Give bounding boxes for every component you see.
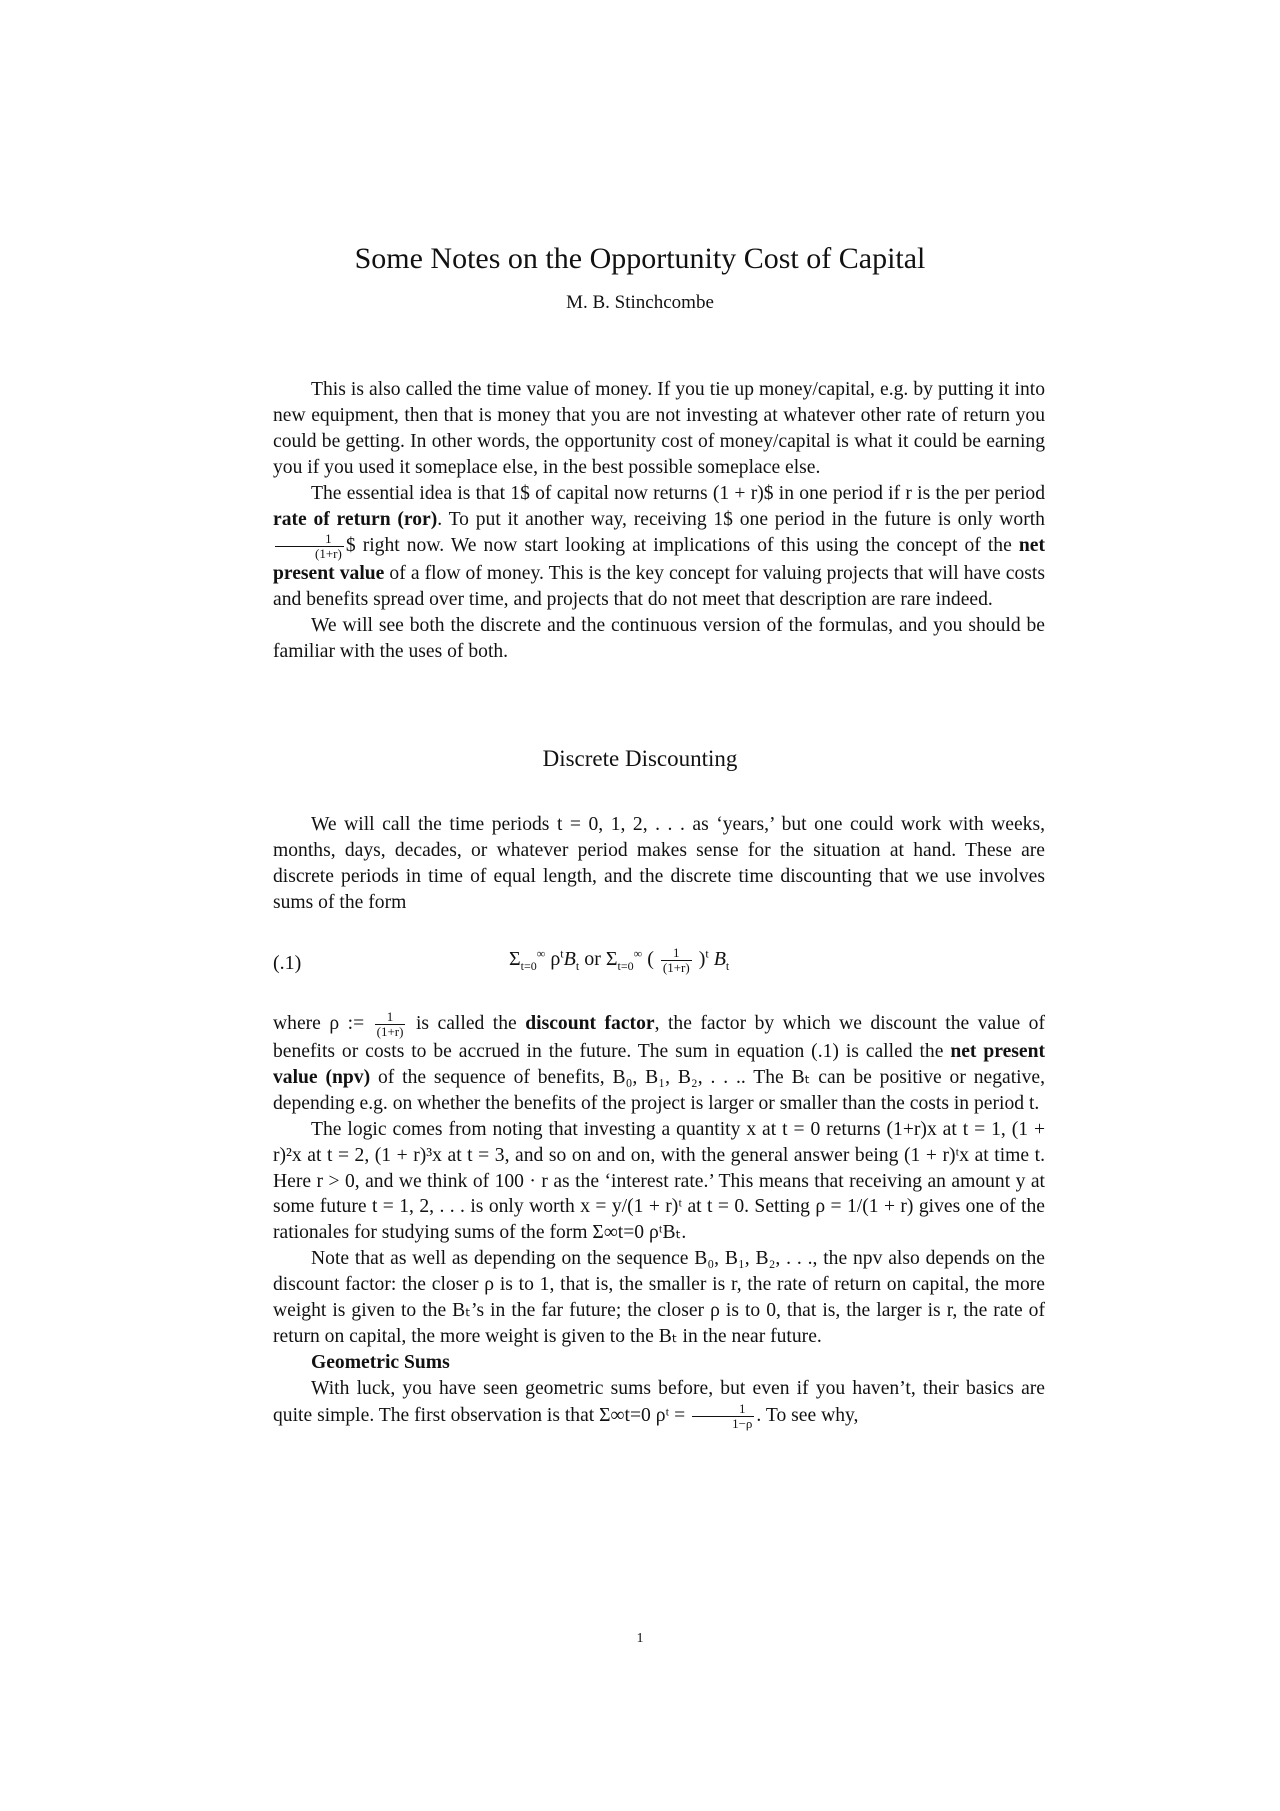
paper-title: Some Notes on the Opportunity Cost of Capital [354, 242, 926, 275]
section1-paragraph-5 [273, 1376, 1045, 1431]
section-heading-discrete-discounting: Discrete Discounting [542, 746, 738, 771]
keyword-discount-factor: discount factor [525, 1013, 655, 1034]
equation-body: $\Sigma_{t=0}^\infty$ $\rho^tB_t$ or $\Sigma_{t=0}^\infty$ ( $\frac{1}{(1+r)}$ )$^t$ $B_t$ [509, 945, 730, 975]
fraction-one-over-one-plus-r: $\frac{1}{(1+r)}$ [275, 532, 344, 561]
page-number: 1 [636, 1631, 644, 1646]
section1-paragraph-2 [273, 1010, 1045, 1117]
fraction-one-over-one-minus-rho: $\frac{1}{1-\rho}$ [692, 1402, 754, 1431]
section1-paragraph-1: We will call the time periods t = 0, 1, 2, . . . as ‘years,’ but one could work with weeks, months, days, decades, or whatever period makes sense for the situation at hand. These are discrete periods in time of equal length, and the discrete time discounting that we use involves sums of the form [273, 814, 1045, 913]
s1-p2-text-b: is called the [407, 1013, 526, 1034]
intro-p2-text-b: . To put it another way, receiving 1$ one period in the future is only worth [437, 508, 1045, 530]
intro-paragraph-3: We will see both the discrete and the continuous version of the formulas, and you should be familiar with the uses of both. [273, 615, 1045, 663]
s1-p2-text-c: , the factor by which we discount the value of benefits or costs to be accrued in the future. The sum in equation (.1) is called the [273, 1013, 1045, 1062]
intro-paragraph-2 [273, 481, 1045, 614]
s1-p5-text-a: With luck, you have seen geometric sums before, but even if you haven’t, their basics are quite simple. The first observation is that Σ∞t=0 ρᵗ = [273, 1377, 1045, 1426]
fraction-rho-definition: $\frac{1}{(1+r)}$ [376, 1009, 404, 1039]
equation-1 [273, 945, 1045, 992]
equation-or: or [584, 948, 601, 971]
author-name: M. B. Stinchcombe [566, 292, 714, 313]
section1-paragraph-4: Note that as well as depending on the sequence B₀, B₁, B₂, . . ., the npv also depends on the discount factor: the closer ρ is to 1, that is, the smaller is r, the rate of return on capital, the more weight is given to the Bₜ’s in the far future; the closer ρ is to 0, that is, the larger is r, the rate of return on capital, the more weight is given to the Bₜ in the near future. [273, 1248, 1045, 1347]
s1-p2-text-d: of the sequence of benefits, B₀, B₁, B₂, . . .. The Bₜ can be positive or negative, depending e.g. on whether the benefits of the project is larger or smaller than the costs in period t. [273, 1066, 1045, 1114]
keyword-npv: net present value (npv) [273, 1041, 1046, 1088]
section1-paragraph-3: The logic comes from noting that investing a quantity x at t = 0 returns (1+r)x at t = 1, (1 + r)²x at t = 2, (1 + r)³x at t = 3, and so on and on, with the general answer being (1 + r)ᵗx at time t. Here r > 0, and we think of 100 · r as the ‘interest rate.’ This means that receiving an amount y at some future t = 1, 2, . . . is only worth x = y/(1 + r)ᵗ at t = 0. Setting ρ = 1/(1 + r) gives one of the rationales for studying sums of the form Σ∞t=0 ρᵗBₜ. [273, 1118, 1045, 1244]
keyword-rate-of-return: rate of return (ror) [273, 508, 438, 530]
equation-label: (.1) [273, 952, 302, 974]
intro-paragraph-1: This is also called the time value of money. If you tie up money/capital, e.g. by putting it into new equipment, then that is money that you are not investing at whatever other rate of return you could be getting. In other words, the opportunity cost of money/capital is what it could be earning you if you used it someplace else, in the best possible someplace else. [273, 379, 1045, 478]
section1-intro [273, 812, 1045, 916]
s1-p2-text-a: where ρ := [273, 1013, 373, 1034]
intro-p2-text-c: $ right now. We now start looking at implications of this using the concept of the [345, 535, 1019, 557]
section1-body [273, 1010, 1045, 1431]
subsection-heading-geometric-sums: Geometric Sums [311, 1351, 450, 1373]
intro-section [273, 377, 1045, 665]
s1-p5-text-b: . To see why, [756, 1404, 859, 1426]
intro-p2-text-d: of a flow of money. This is the key concept for valuing projects that will have costs and benefits spread over time, and projects that do not meet that description are rare indeed. [273, 563, 1045, 611]
intro-p2-text-a: The essential idea is that 1$ of capital now returns (1 + r)$ in one period if r is the per period [311, 482, 1045, 504]
keyword-net-present-value: net present value [273, 535, 1045, 585]
